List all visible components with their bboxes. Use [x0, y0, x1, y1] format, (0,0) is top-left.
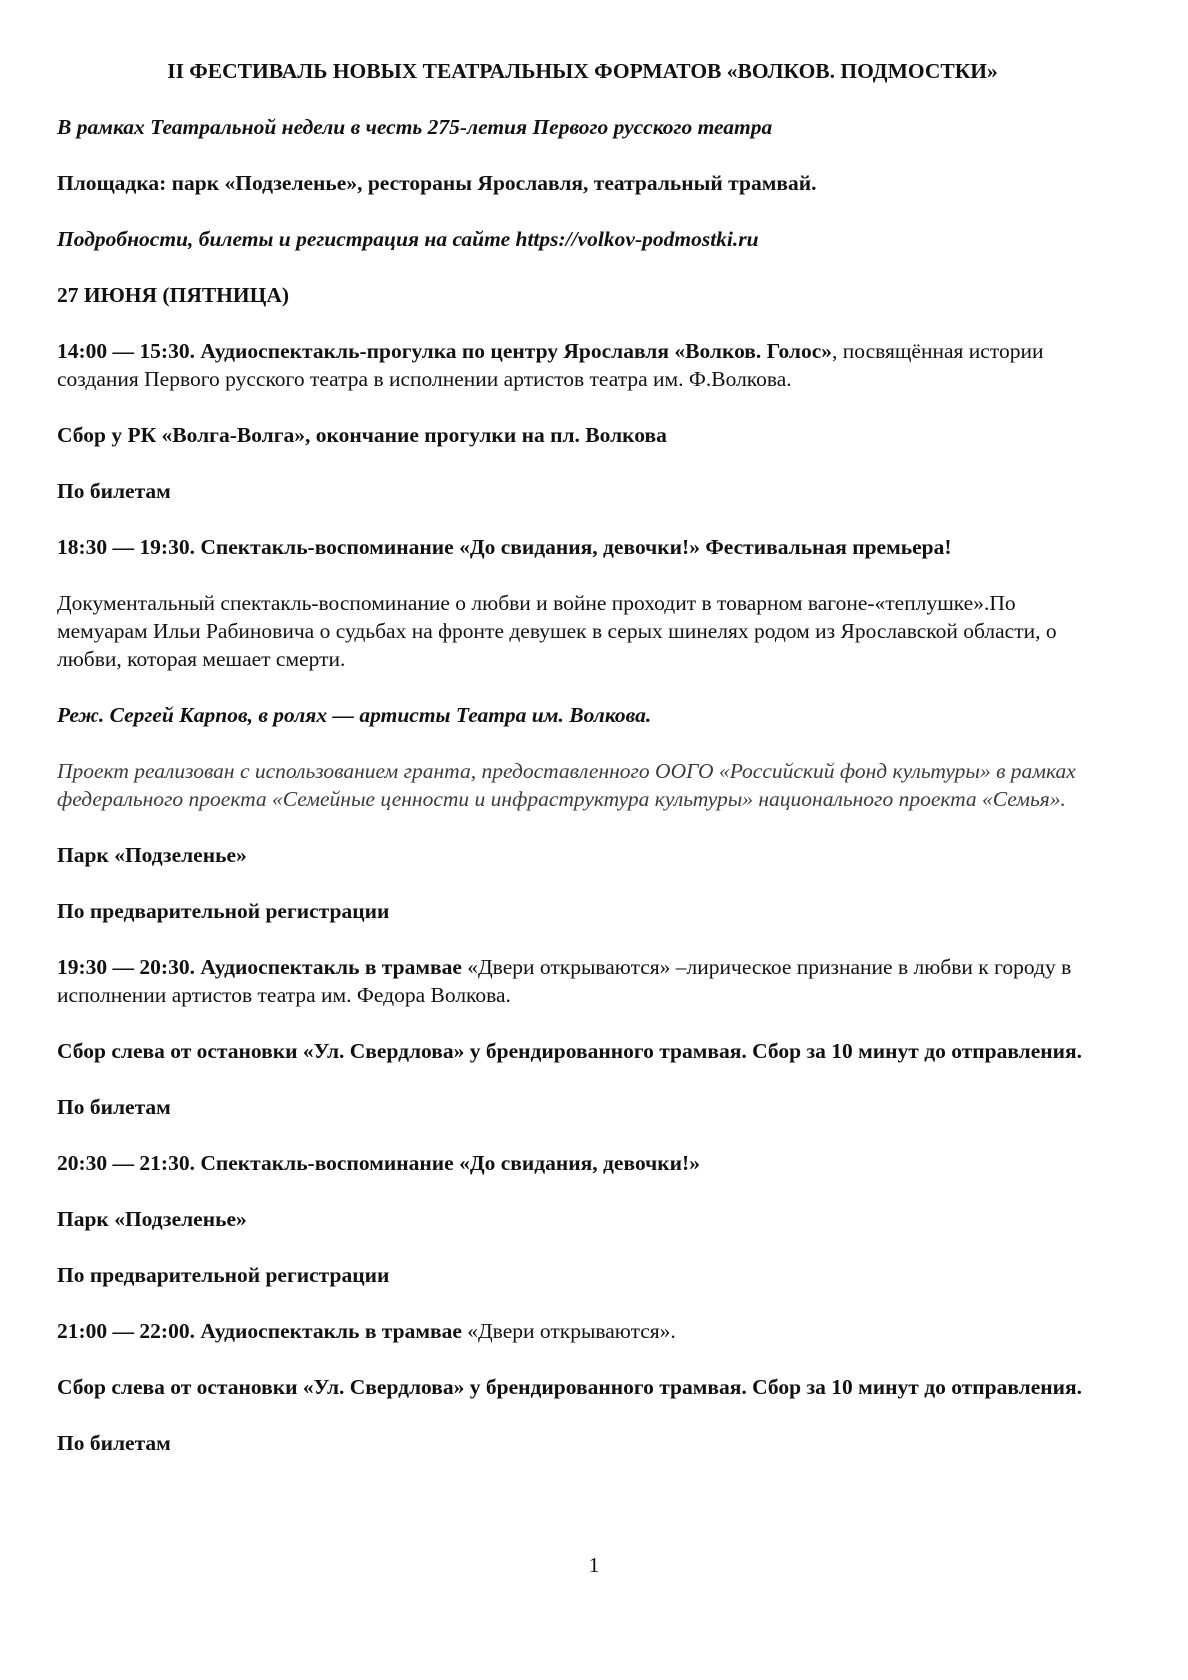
event-1-meeting-point: Сбор у РК «Волга-Волга», окончание прогулки на пл. Волкова [57, 423, 667, 447]
event-4-place: Парк «Подзеленье» [57, 1207, 247, 1231]
event-1-text: , посвящённая истории создания Первого русского театра в исполнении артистов театра им. Ф.Волкова. [57, 339, 1044, 391]
event-3-meeting-point: Сбор слева от остановки «Ул. Свердлова» у брендированного трамвая. Сбор за 10 минут до отправления. [57, 1039, 1083, 1063]
event-3-access: По билетам [57, 1095, 171, 1119]
event-2-credits: Реж. Сергей Карпов, в ролях — артисты Театра им. Волкова. [57, 703, 652, 727]
festival-subtitle: В рамках Театральной недели в честь 275-летия Первого русского театра [57, 115, 773, 139]
event-1-access: По билетам [57, 479, 171, 503]
event-3-paragraph [57, 953, 1108, 1009]
event-5-heading: 21:00 — 22:00. Аудиоспектакль в трамвае [57, 1319, 462, 1343]
event-4-heading: 20:30 — 21:30. Спектакль-воспоминание «До свидания, девочки!» [57, 1151, 700, 1175]
event-2-heading: 18:30 — 19:30. Спектакль-воспоминание «До свидания, девочки!» Фестивальная премьера! [57, 535, 952, 559]
festival-title: II ФЕСТИВАЛЬ НОВЫХ ТЕАТРАЛЬНЫХ ФОРМАТОВ «ВОЛКОВ. ПОДМОСТКИ» [167, 59, 998, 83]
festival-details: Подробности, билеты и регистрация на сайте https://volkov-podmostki.ru [57, 227, 759, 251]
event-2-grant-note: Проект реализован с использованием гранта, предоставленного ООГО «Российский фонд культуры» в рамках федерального проекта «Семейные ценности и инфраструктура культуры» национального проекта «Семья». [57, 759, 1076, 811]
event-1-paragraph [57, 337, 1108, 393]
event-5-paragraph [57, 1317, 1108, 1345]
page-number: 1 [588, 1553, 600, 1577]
event-3-heading: 19:30 — 20:30. Аудиоспектакль в трамвае [57, 955, 462, 979]
day-heading: 27 ИЮНЯ (ПЯТНИЦА) [57, 283, 290, 307]
event-2-access: По предварительной регистрации [57, 899, 390, 923]
event-2-place: Парк «Подзеленье» [57, 843, 247, 867]
event-2-description: Документальный спектакль-воспоминание о любви и войне проходит в товарном вагоне-«теплушке».По мемуарам Ильи Рабиновича о судьбах на фронте девушек в серых шинелях родом из Ярославской области, о любви, которая мешает смерти. [57, 591, 1057, 671]
event-5-meeting-point: Сбор слева от остановки «Ул. Свердлова» у брендированного трамвая. Сбор за 10 минут до отправления. [57, 1375, 1083, 1399]
event-3-text: «Двери открываются» –лирическое признание в любви к городу в исполнении артистов театра им. Федора Волкова. [57, 955, 1072, 1007]
event-5-access: По билетам [57, 1431, 171, 1455]
event-4-access: По предварительной регистрации [57, 1263, 390, 1287]
event-1-heading: 14:00 — 15:30. Аудиоспектакль-прогулка по центру Ярославля «Волков. Голос» [57, 339, 833, 363]
event-5-text: «Двери открываются». [461, 1319, 676, 1343]
festival-venue: Площадка: парк «Подзеленье», рестораны Ярославля, театральный трамвай. [57, 171, 817, 195]
